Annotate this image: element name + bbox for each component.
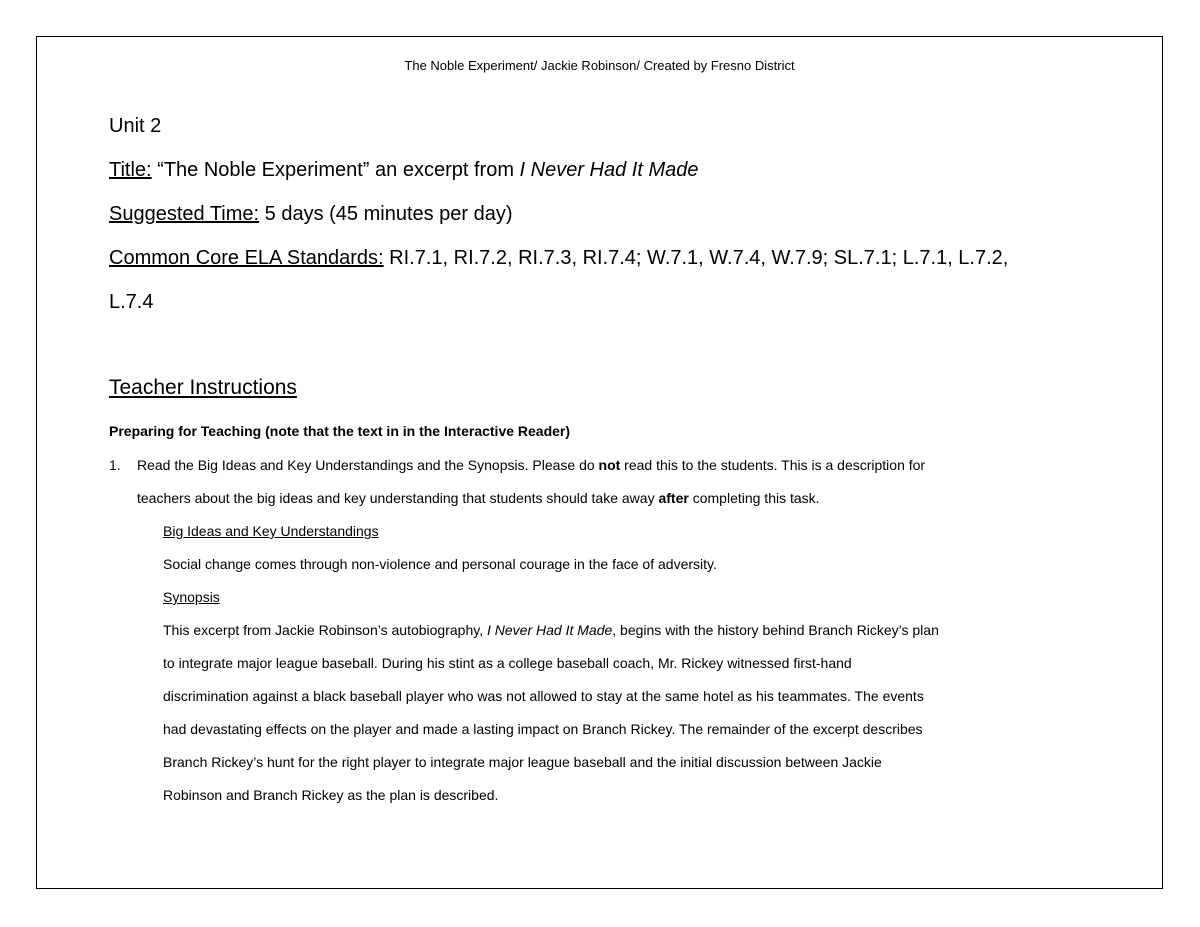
synopsis-line3: discrimination against a black baseball player who was not allowed to stay at the same hotel as his teammates. The events <box>163 688 924 704</box>
standards-line <box>109 247 1008 270</box>
time-label: Suggested Time: <box>109 203 260 225</box>
synopsis-heading: Synopsis <box>163 589 220 605</box>
item1-text2: teachers about the big ideas and key understanding that students should take away <box>137 490 659 506</box>
synopsis-line2: to integrate major league baseball. During his stint as a college baseball coach, Mr. Rickey witnessed first-hand <box>163 655 852 671</box>
standards-line-2: L.7.4 <box>109 291 154 313</box>
synopsis-line6: Robinson and Branch Rickey as the plan is described. <box>163 787 499 803</box>
synopsis-book: I Never Had It Made <box>486 622 613 638</box>
synopsis-text-end: , begins with the history behind Branch Rickey’s plan <box>612 622 939 638</box>
time-value: 5 days (45 minutes per day) <box>259 203 513 225</box>
item1-line2 <box>137 490 820 506</box>
title-label: Title: <box>109 159 152 181</box>
synopsis-line1 <box>163 622 939 638</box>
unit-label: Unit 2 <box>109 115 162 137</box>
document-page <box>36 36 1163 889</box>
item1-text2-end: completing this task. <box>688 490 820 506</box>
title-text: “The Noble Experiment” an excerpt from <box>151 159 520 181</box>
big-ideas-text: Social change comes through non-violence and personal courage in the face of adversity. <box>163 556 717 572</box>
item1-bold: not <box>598 457 621 473</box>
synopsis-line4: had devastating effects on the player and made a lasting impact on Branch Rickey. The remainder of the excerpt describes <box>163 721 923 737</box>
teacher-instructions-heading: Teacher Instructions <box>109 376 297 399</box>
synopsis-line5: Branch Rickey’s hunt for the right player to integrate major league baseball and the initial discussion between Jackie <box>163 754 882 770</box>
page-header: The Noble Experiment/ Jackie Robinson/ Created by Fresno District <box>404 58 795 73</box>
list-number: 1. <box>109 457 121 473</box>
item1-text: Read the Big Ideas and Key Understandings and the Synopsis. Please do <box>137 457 599 473</box>
standards-label: Common Core ELA Standards: <box>109 247 384 269</box>
standards-list: RI.7.1, RI.7.2, RI.7.3, RI.7.4; W.7.1, W.7.4, W.7.9; SL.7.1; L.7.1, L.7.2, <box>383 247 1009 269</box>
item1-text-end: read this to the students. This is a description for <box>620 457 926 473</box>
big-ideas-heading: Big Ideas and Key Understandings <box>163 523 379 539</box>
title-book: I Never Had It Made <box>519 159 699 181</box>
item1-line1 <box>137 457 925 473</box>
title-line <box>109 159 699 182</box>
item1-bold2: after <box>658 490 689 506</box>
synopsis-text: This excerpt from Jackie Robinson’s autobiography, <box>163 622 487 638</box>
preparing-heading: Preparing for Teaching (note that the text in in the Interactive Reader) <box>109 423 571 439</box>
time-line <box>109 203 513 226</box>
